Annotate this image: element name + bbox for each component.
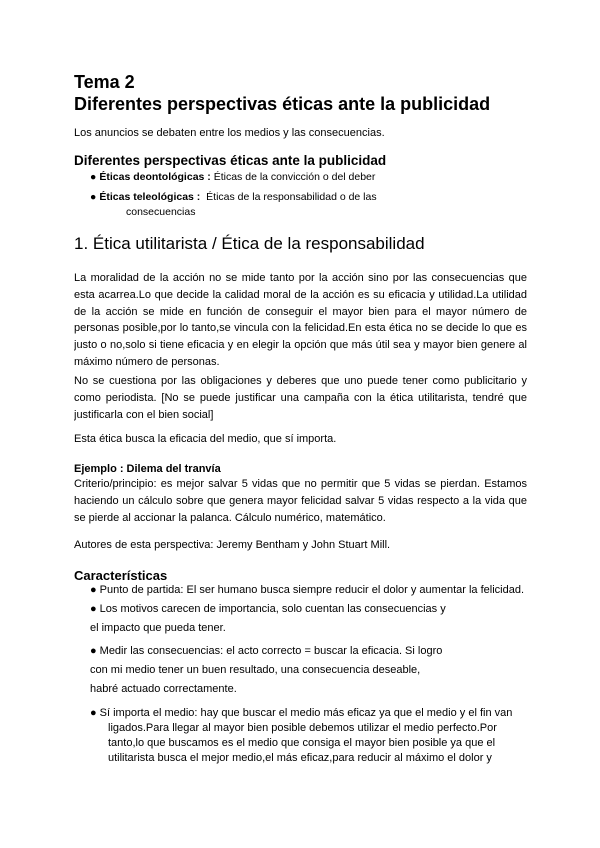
paragraph-line: se pierde al accionar la palanca. Cálculo numérico, matemático. — [74, 511, 386, 524]
paragraph-line: Criterio/principio: es mejor salvar 5 vidas que no permitir que 5 vidas se pierdan. Estamos — [74, 478, 527, 490]
section-heading: 1. Ética utilitarista / Ética de la responsabilidad — [74, 234, 425, 253]
paragraph-line: personas posible,por lo tanto,se vincula con la felicidad.En esta ética no se decide lo que es — [74, 322, 527, 335]
paragraph-example — [74, 476, 527, 526]
paragraph-line: haciendo un cálculo sobre que genera mayor felicidad salvar 5 vidas respecto a la vida que — [74, 494, 527, 507]
characteristic-2-cont: el impacto que pueda tener. — [90, 622, 226, 634]
bullet-dot-icon: ● — [90, 603, 97, 615]
authors-text: Autores de esta perspectiva: Jeremy Bentham y John Stuart Mill. — [74, 539, 391, 551]
characteristic-3-cont-2: habré actuado correctamente. — [90, 683, 237, 695]
characteristic-1 — [90, 584, 524, 596]
characteristics-heading: Características — [74, 568, 168, 583]
characteristic-text: Punto de partida: El ser humano busca siempre reducir el dolor y aumentar la felicidad. — [99, 584, 524, 596]
bullet-teleologicas — [90, 191, 377, 203]
paragraph-line: No se cuestiona por las obligaciones y deberes que uno puede tener como publicitario y — [74, 375, 527, 387]
paragraph-line: justificarla con el bien social] — [74, 408, 214, 421]
paragraph-line: esta acarrea.Lo que decide la calidad moral de la acción es su eficacia y utilidad.La utilidad — [74, 288, 527, 301]
characteristic-text: Sí importa el medio: hay que buscar el medio más eficaz ya que el medio y el fin van — [99, 707, 513, 719]
bullet-term: Éticas teleológicas : — [99, 191, 201, 203]
intro-text: Los anuncios se debaten entre los medios y las consecuencias. — [74, 127, 385, 139]
characteristic-4 — [90, 707, 512, 719]
bullet-term: Éticas deontológicas : — [99, 171, 211, 183]
bullet-dot-icon: ● — [90, 707, 97, 719]
bullet-desc: Éticas de la responsabilidad o de las — [206, 191, 377, 203]
bullet-desc: Éticas de la convicción o del deber — [213, 171, 376, 183]
bullet-teleologicas-cont: consecuencias — [126, 206, 196, 218]
paragraph-eficacia: Esta ética busca la eficacia del medio, que sí importa. — [74, 433, 337, 445]
characteristic-3 — [90, 645, 442, 657]
characteristic-4-line: utilitarista busca el mejor medio,el más eficaz,para reducir al máximo el dolor y — [108, 752, 492, 764]
characteristic-4-line: tanto,lo que buscamos es el medio que consiga el mayor bien posible ya que el — [108, 737, 496, 749]
bullet-dot-icon: ● — [90, 191, 97, 203]
perspectives-heading: Diferentes perspectivas éticas ante la publicidad — [74, 153, 387, 168]
bullet-dot-icon: ● — [90, 645, 97, 657]
paragraph-obligaciones — [74, 373, 527, 423]
tema-heading: Tema 2 — [74, 72, 135, 92]
characteristic-text: Los motivos carecen de importancia, solo cuentan las consecuencias y — [99, 603, 446, 615]
characteristic-4-line: ligados.Para llegar al mayor bien posible debemos utilizar el medio perfecto.Por — [108, 722, 497, 734]
paragraph-line: La moralidad de la acción no se mide tanto por la acción sino por las consecuencias que — [74, 272, 527, 284]
paragraph-moralidad — [74, 270, 527, 371]
paragraph-line: de la acción se mide en función de conseguir el mayor bien para el mayor número de — [74, 305, 527, 318]
characteristic-text: Medir las consecuencias: el acto correcto = buscar la eficacia. Si logro — [99, 645, 443, 657]
example-heading: Ejemplo : Dilema del tranvía — [74, 463, 221, 475]
paragraph-line: justo o no,solo si tiene eficacia y en elegir la opción que más útil sea y mayor bien genere al — [74, 339, 527, 352]
page-title: Diferentes perspectivas éticas ante la publicidad — [74, 94, 491, 114]
characteristic-2 — [90, 603, 446, 615]
bullet-dot-icon: ● — [90, 171, 97, 183]
bullet-dot-icon: ● — [90, 584, 97, 596]
paragraph-line: como periodista. [No se puede justificar una campaña con la ética utilitarista, tendré que — [74, 391, 527, 404]
bullet-deontologicas — [90, 171, 375, 183]
paragraph-line: máximo número de personas. — [74, 355, 220, 368]
characteristic-3-cont-1: con mi medio tener un buen resultado, una consecuencia deseable, — [90, 664, 421, 676]
